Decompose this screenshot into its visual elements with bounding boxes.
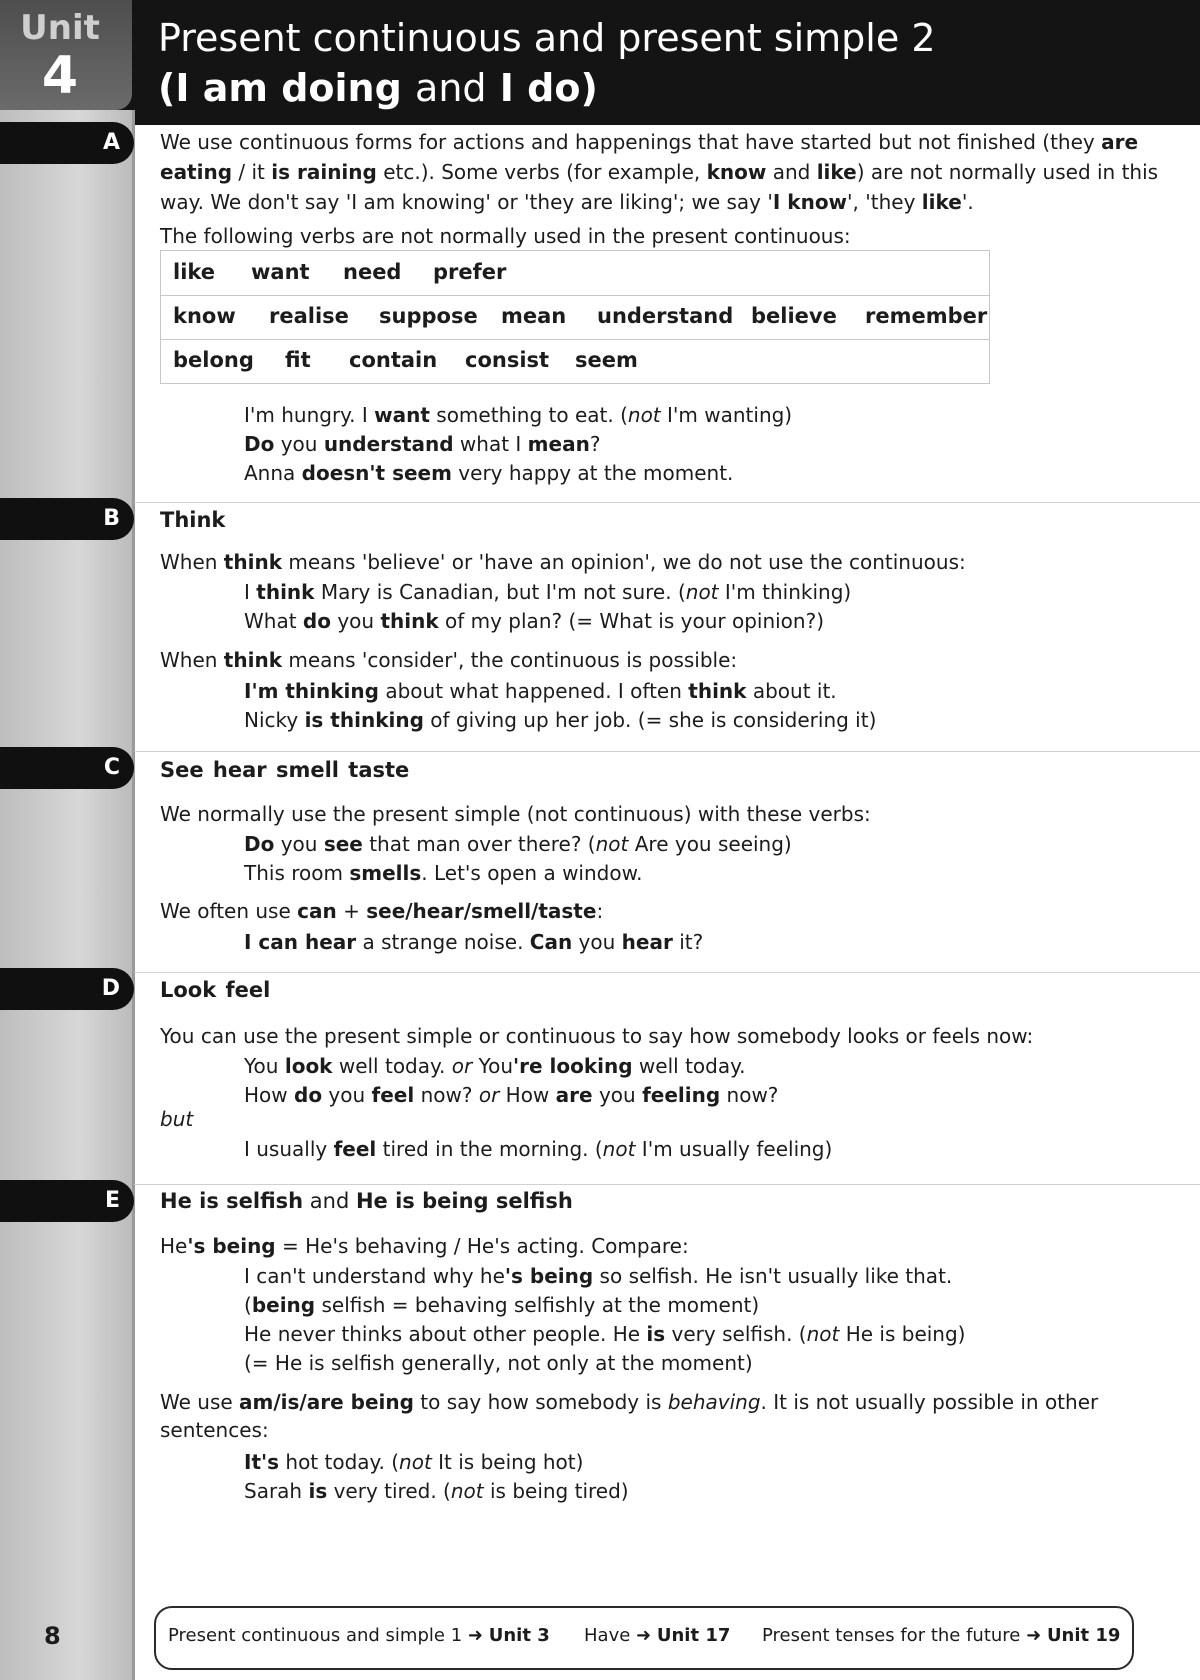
but-label: but bbox=[160, 1107, 194, 1131]
verb: understand bbox=[597, 304, 734, 328]
section-d-paragraph: You can use the present simple or continuous to say how somebody looks or feels now: bbox=[160, 1024, 1034, 1048]
section-c-paragraph: We often use can + see/hear/smell/taste: bbox=[160, 899, 604, 923]
section-a-paragraph-line2: eating / it is raining etc.). Some verbs (for example, know and like) are not normally used in this bbox=[160, 160, 1159, 184]
section-b-heading: Think bbox=[160, 508, 226, 532]
section-divider bbox=[134, 972, 1200, 973]
cross-reference-link[interactable]: Have ➜ Unit 17 bbox=[584, 1625, 731, 1646]
section-e-paragraph: We use am/is/are being to say how somebody is behaving. It is not usually possible in other bbox=[160, 1390, 1099, 1414]
page-title: Present continuous and present simple 2 bbox=[158, 16, 936, 60]
page-number: 8 bbox=[44, 1622, 61, 1650]
example-sentence: Do you understand what I mean? bbox=[244, 432, 601, 456]
verb-table bbox=[160, 250, 990, 384]
example-sentence: He never thinks about other people. He is very selfish. (not He is being) bbox=[244, 1322, 966, 1346]
verb: mean bbox=[501, 304, 567, 328]
cross-reference-box bbox=[154, 1606, 1134, 1670]
side-strip bbox=[0, 110, 135, 1680]
verb: belong bbox=[173, 348, 254, 372]
section-tab-a: A bbox=[0, 122, 134, 164]
example-sentence: This room smells. Let's open a window. bbox=[244, 861, 643, 885]
page-subtitle: (I am doing and I do) bbox=[158, 66, 598, 110]
section-divider bbox=[134, 502, 1200, 503]
section-tab-e: E bbox=[0, 1180, 134, 1222]
verb: prefer bbox=[433, 260, 507, 284]
verb: remember bbox=[865, 304, 988, 328]
example-sentence: You look well today. or You're looking well today. bbox=[244, 1054, 746, 1078]
section-tab-b: B bbox=[0, 498, 134, 540]
verb-row bbox=[161, 339, 989, 383]
unit-word: Unit bbox=[20, 8, 100, 48]
arrow-right-icon: ➜ bbox=[636, 1625, 652, 1646]
example-sentence: I'm thinking about what happened. I often think about it. bbox=[244, 679, 837, 703]
section-e-paragraph: He's being = He's behaving / He's acting. Compare: bbox=[160, 1234, 689, 1258]
section-tab-c: C bbox=[0, 747, 134, 789]
verb-row bbox=[161, 295, 989, 340]
example-sentence: How do you feel now? or How are you feeling now? bbox=[244, 1083, 779, 1107]
example-sentence: (being selfish = behaving selfishly at the moment) bbox=[244, 1293, 760, 1317]
verb: need bbox=[343, 260, 402, 284]
verb: believe bbox=[751, 304, 837, 328]
example-sentence: Anna doesn't seem very happy at the moment. bbox=[244, 461, 734, 485]
verb: realise bbox=[269, 304, 349, 328]
section-tab-d: D bbox=[0, 968, 134, 1010]
example-sentence: (= He is selfish generally, not only at the moment) bbox=[244, 1351, 753, 1375]
verb: like bbox=[173, 260, 216, 284]
section-c-paragraph: We normally use the present simple (not continuous) with these verbs: bbox=[160, 802, 871, 826]
example-sentence: I usually feel tired in the morning. (not I'm usually feeling) bbox=[244, 1137, 833, 1161]
verb: consist bbox=[465, 348, 550, 372]
verb: seem bbox=[575, 348, 638, 372]
example-sentence: I think Mary is Canadian, but I'm not sure. (not I'm thinking) bbox=[244, 580, 852, 604]
example-sentence: It's hot today. (not It is being hot) bbox=[244, 1450, 584, 1474]
section-d-heading: Look feel bbox=[160, 978, 271, 1002]
cross-reference-link[interactable]: Present tenses for the future ➜ Unit 19 bbox=[762, 1625, 1121, 1646]
verb: know bbox=[173, 304, 236, 328]
section-c-heading: See hear smell taste bbox=[160, 758, 410, 782]
section-divider bbox=[134, 751, 1200, 752]
section-e-heading: He is selfish and He is being selfish bbox=[160, 1189, 573, 1213]
verb-row bbox=[161, 251, 989, 296]
verb: suppose bbox=[379, 304, 478, 328]
example-sentence: Do you see that man over there? (not Are you seeing) bbox=[244, 832, 792, 856]
section-b-paragraph: When think means 'believe' or 'have an opinion', we do not use the continuous: bbox=[160, 550, 966, 574]
example-sentence: What do you think of my plan? (= What is your opinion?) bbox=[244, 609, 825, 633]
section-divider bbox=[134, 1184, 1200, 1185]
unit-number: 4 bbox=[41, 46, 79, 106]
section-a-paragraph-line3: way. We don't say 'I am knowing' or 'they are liking'; we say 'I know', 'they like'. bbox=[160, 190, 974, 214]
arrow-right-icon: ➜ bbox=[467, 1625, 483, 1646]
example-sentence: I can't understand why he's being so selfish. He isn't usually like that. bbox=[244, 1264, 953, 1288]
example-sentence: I'm hungry. I want something to eat. (not I'm wanting) bbox=[244, 403, 793, 427]
arrow-right-icon: ➜ bbox=[1026, 1625, 1042, 1646]
example-sentence: I can hear a strange noise. Can you hear it? bbox=[244, 930, 704, 954]
verb: contain bbox=[349, 348, 438, 372]
verb: want bbox=[251, 260, 310, 284]
example-sentence: Sarah is very tired. (not is being tired) bbox=[244, 1479, 629, 1503]
verb: fit bbox=[285, 348, 311, 372]
section-e-paragraph: sentences: bbox=[160, 1418, 269, 1442]
example-sentence: Nicky is thinking of giving up her job. (= she is considering it) bbox=[244, 708, 877, 732]
unit-header bbox=[0, 0, 1200, 125]
section-a-verbs-intro: The following verbs are not normally used in the present continuous: bbox=[160, 224, 851, 248]
section-b-paragraph: When think means 'consider', the continuous is possible: bbox=[160, 648, 738, 672]
unit-tab bbox=[0, 0, 132, 110]
section-a-paragraph-line1: We use continuous forms for actions and happenings that have started but not finished (they are bbox=[160, 130, 1139, 154]
cross-reference-link[interactable]: Present continuous and simple 1 ➜ Unit 3 bbox=[168, 1625, 550, 1646]
